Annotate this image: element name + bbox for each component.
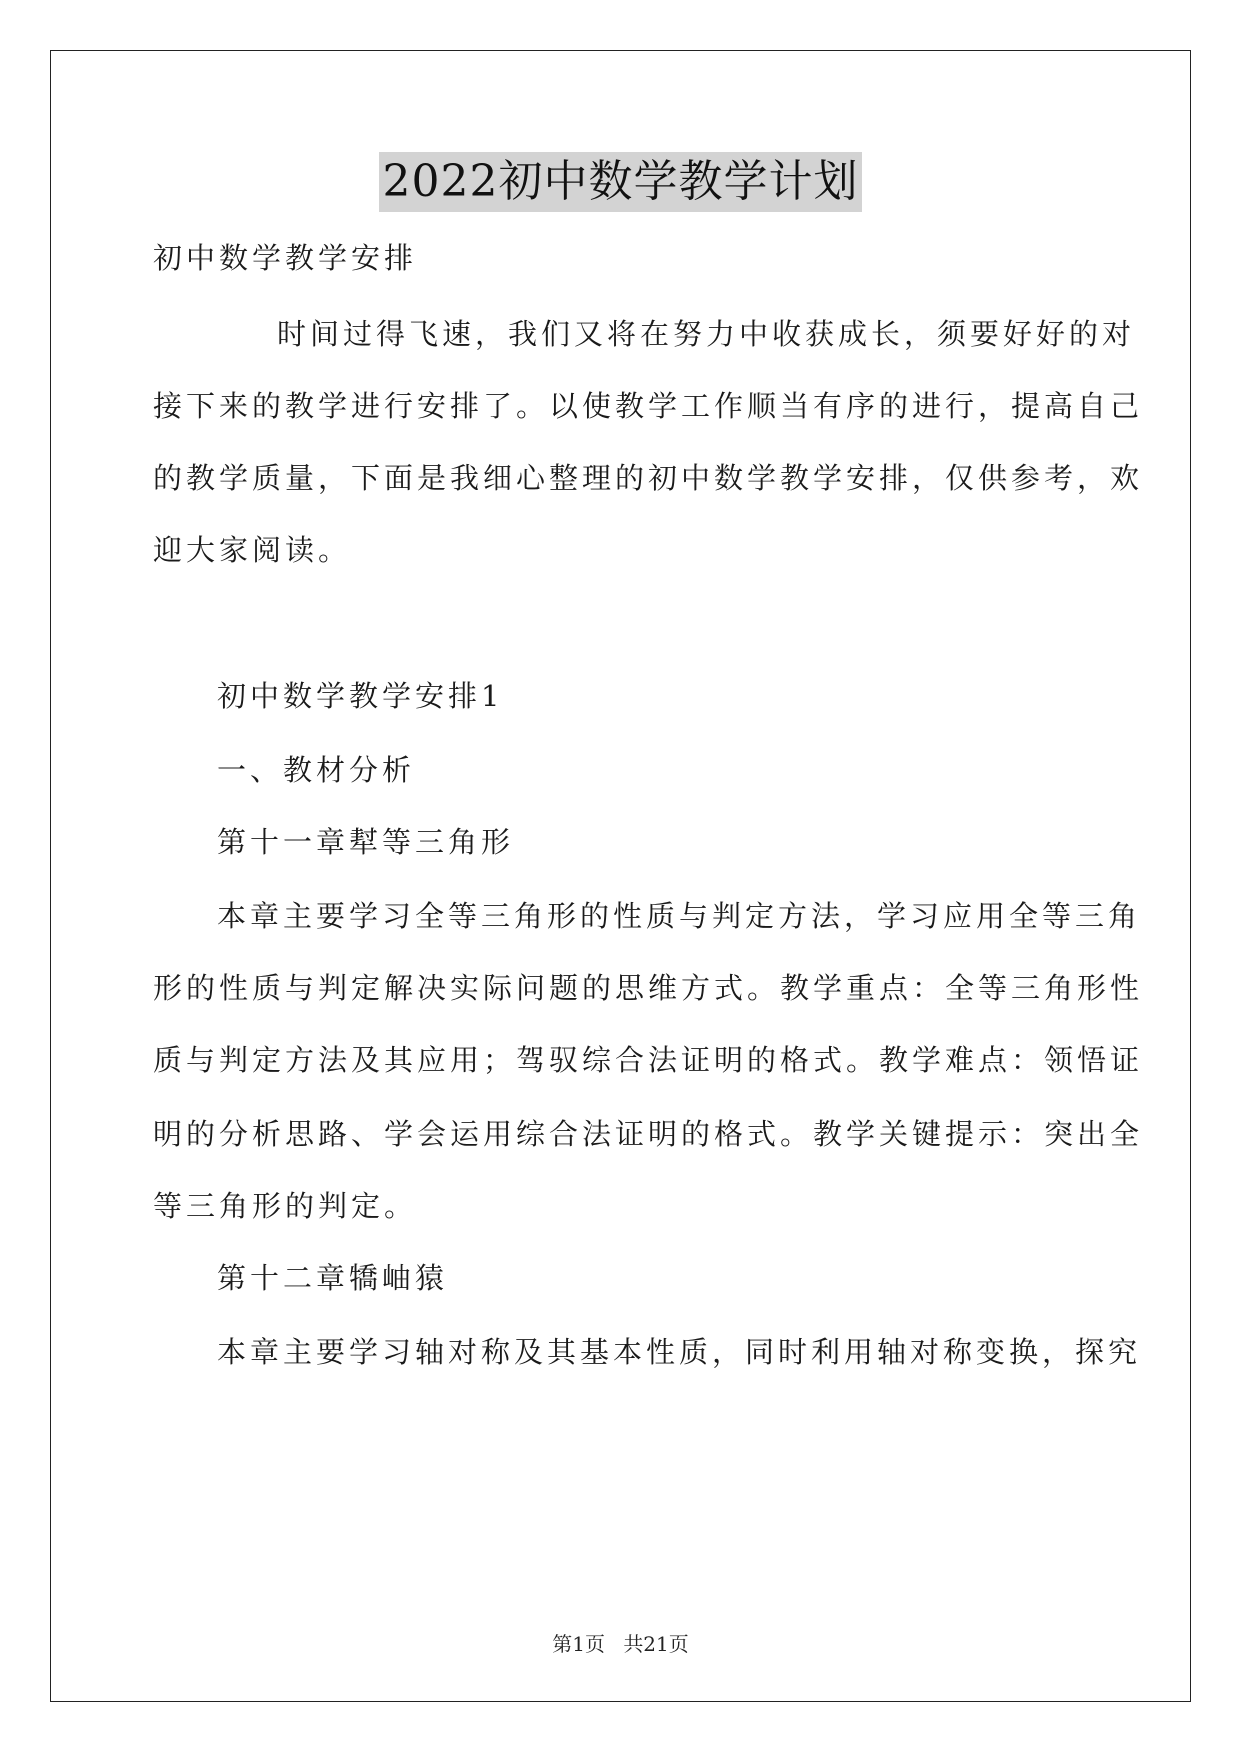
chapter-12-line-1: 本章主要学习轴对称及其基本性质，同时利用轴对称变换，探究 <box>217 1335 1142 1369</box>
page-footer <box>0 1628 1241 1657</box>
part-heading: 一、教材分析 <box>217 753 416 787</box>
chapter-11-line-3: 质与判定方法及其应用；驾驭综合法证明的格式。教学难点：领悟证 <box>153 1043 1144 1077</box>
title-container <box>0 152 1241 212</box>
chapter-11-line-2: 形的性质与判定解决实际问题的思维方式。教学重点：全等三角形性 <box>153 971 1144 1005</box>
chapter-11-line-1: 本章主要学习全等三角形的性质与判定方法，学习应用全等三角 <box>217 899 1142 933</box>
subtitle: 初中数学教学安排 <box>153 241 418 275</box>
chapter-11-heading: 第十一章犎等三角形 <box>217 825 515 859</box>
intro-line-4: 迎大家阅读。 <box>153 533 352 567</box>
chapter-11-line-4: 明的分析思路、学会运用综合法证明的格式。教学关键提示：突出全 <box>153 1117 1144 1151</box>
page-frame <box>50 50 1191 1702</box>
intro-line-1: 时间过得飞速，我们又将在努力中收获成长，须要好好的对 <box>277 317 1136 351</box>
page-number: 第1页 <box>552 1632 605 1656</box>
chapter-11-line-5: 等三角形的判定。 <box>153 1189 418 1223</box>
intro-line-3: 的教学质量，下面是我细心整理的初中数学教学安排，仅供参考，欢 <box>153 461 1144 495</box>
section-heading: 初中数学教学安排1 <box>217 679 504 713</box>
document-title: 2022初中数学教学计划 <box>379 152 863 212</box>
chapter-12-heading: 第十二章犞岫猿 <box>217 1261 449 1295</box>
total-pages: 共21页 <box>623 1632 689 1656</box>
intro-line-2: 接下来的教学进行安排了。以使教学工作顺当有序的进行，提高自己 <box>153 389 1144 423</box>
